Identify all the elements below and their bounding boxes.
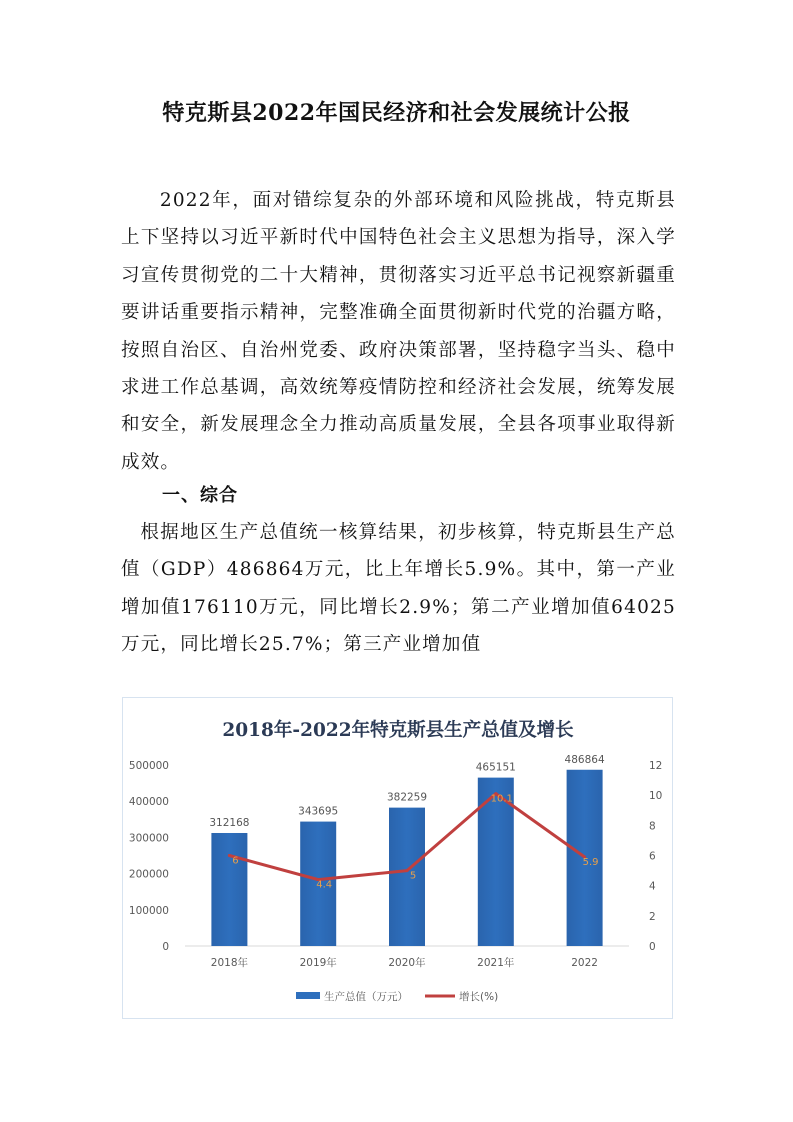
y-tick-label: 400000 [128, 796, 169, 809]
y2-tick-label: 4 [649, 880, 656, 893]
growth-value-label: 5.9 [582, 857, 599, 869]
bar [211, 833, 247, 946]
chart-title: 2018年-2022年特克斯县生产总值及增长 [222, 720, 574, 741]
y-tick-label: 500000 [128, 760, 169, 772]
y2-tick-label: 6 [649, 850, 656, 863]
legend-bar-swatch [296, 992, 320, 999]
growth-value-label: 10.1 [490, 793, 513, 805]
bar-value-label: 486864 [564, 753, 605, 766]
x-tick-label: 2022 [571, 957, 598, 969]
x-tick-label: 2018年 [210, 957, 249, 969]
y2-tick-label: 0 [649, 941, 656, 953]
bar [389, 808, 425, 946]
document-title: 特克斯县2022年国民经济和社会发展统计公报 [162, 100, 631, 126]
growth-value-label: 4.4 [316, 879, 333, 891]
section-heading: 一、综合 [162, 485, 238, 506]
bar-value-label: 465151 [475, 761, 516, 774]
legend-bar-label: 生产总值（万元） [324, 991, 408, 1003]
growth-value-label: 5 [409, 870, 417, 882]
y2-tick-label: 10 [649, 790, 663, 803]
growth-value-label: 6 [232, 855, 239, 867]
bar-value-label: 343695 [298, 805, 339, 818]
growth-point [228, 854, 231, 857]
intro-paragraph: 2022年，面对错综复杂的外部环境和风险挑战，特克斯县上下坚持以习近平新时代中国特色社会主义思想为指导，深入学习宣传贯彻党的二十大精神，贯彻落实习近平总书记视察新疆重要讲话重要指示精神，完整准确全面贯彻新时代党的治疆方略，按照自治区、自治州党委、政府决策部署，坚持稳字当头、稳中求进工作总基调，高效统筹疫情防控和经济社会发展，统筹发展和安全，新发展理念全力推动高质量发展，全县各项事业取得新成效。 [121, 190, 676, 473]
y-tick-label: 0 [162, 941, 169, 953]
x-tick-label: 2019年 [299, 957, 337, 969]
section-paragraph: 根据地区生产总值统一核算结果，初步核算，特克斯县生产总值（GDP）486864万元，比上年增长5.9%。其中，第一产业增加值176110万元，同比增长2.9%；第二产业增加值64025万元，同比增长25.7%；第三产业增加值 [121, 522, 676, 656]
y2-tick-label: 12 [649, 760, 663, 772]
bar-value-label: 382259 [386, 791, 428, 804]
x-tick-label: 2020年 [388, 957, 426, 969]
bar-value-label: 312168 [209, 816, 250, 829]
y2-tick-label: 2 [649, 910, 656, 923]
x-tick-label: 2021年 [477, 957, 515, 969]
y2-tick-label: 8 [649, 820, 656, 833]
legend-line-label: 增长(%) [459, 991, 499, 1003]
y-tick-label: 200000 [128, 868, 169, 881]
gdp-chart [122, 697, 673, 1019]
growth-point [406, 869, 409, 872]
chart-canvas [123, 698, 674, 1020]
y-tick-label: 300000 [128, 832, 169, 845]
y-tick-label: 100000 [128, 904, 169, 917]
